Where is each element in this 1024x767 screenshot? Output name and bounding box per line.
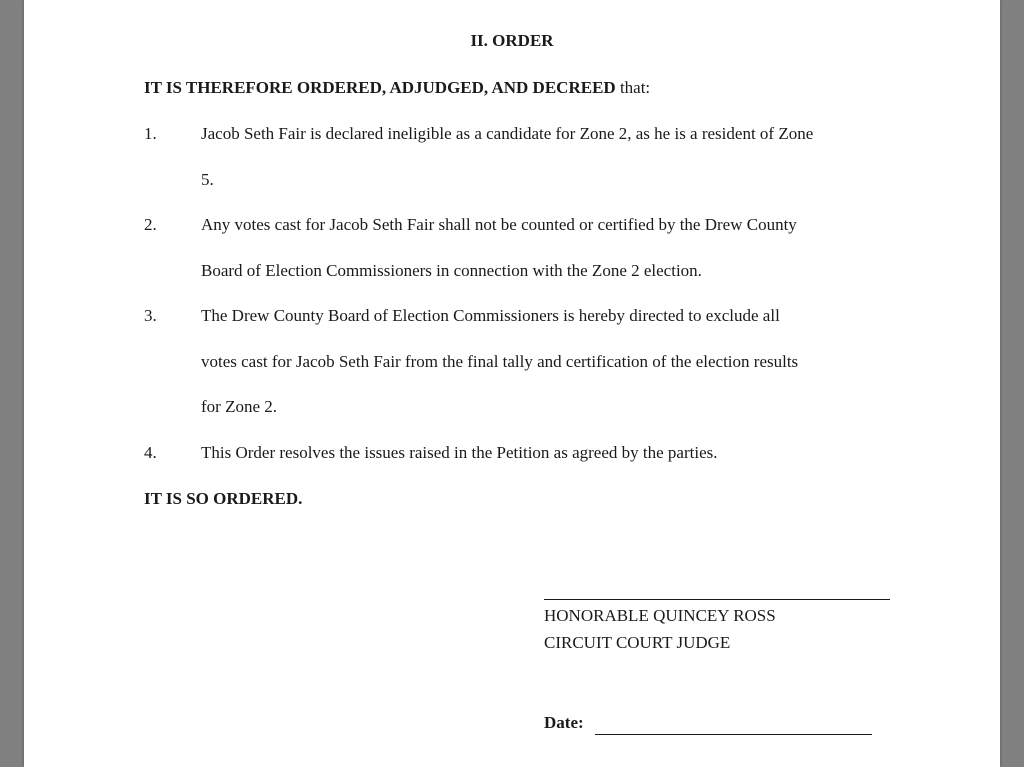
item-4-line-1: This Order resolves the issues raised in the Petition as agreed by the parties. [201,443,718,462]
item-1-line-2: 5. [201,170,214,189]
item-4-number: 4. [144,443,157,462]
item-1-line-1: Jacob Seth Fair is declared ineligible as a candidate for Zone 2, as he is a resident of Zone [201,124,814,143]
order-intro-bold: IT IS THEREFORE ORDERED, ADJUDGED, AND DECREED [144,78,616,97]
order-intro [144,78,650,98]
item-3-number: 3. [144,306,157,325]
order-intro-rest: that: [615,78,651,97]
closing-statement: IT IS SO ORDERED. [144,489,303,508]
section-heading: II. ORDER [470,31,554,50]
document-page [24,0,1000,767]
date-label: Date: [544,713,584,732]
date-line [595,734,872,735]
item-2-number: 2. [144,215,157,234]
item-1-number: 1. [144,124,157,143]
item-3-line-1: The Drew County Board of Election Commissioners is hereby directed to exclude all [201,306,780,325]
item-2-line-2: Board of Election Commissioners in connection with the Zone 2 election. [201,261,702,280]
item-3-line-2: votes cast for Jacob Seth Fair from the final tally and certification of the election results [201,352,799,371]
item-3-line-3: for Zone 2. [201,397,278,416]
judge-name: HONORABLE QUINCEY ROSS [544,606,776,625]
item-2-line-1: Any votes cast for Jacob Seth Fair shall not be counted or certified by the Drew County [201,215,797,234]
signature-line [544,599,890,600]
judge-title: CIRCUIT COURT JUDGE [544,633,731,652]
